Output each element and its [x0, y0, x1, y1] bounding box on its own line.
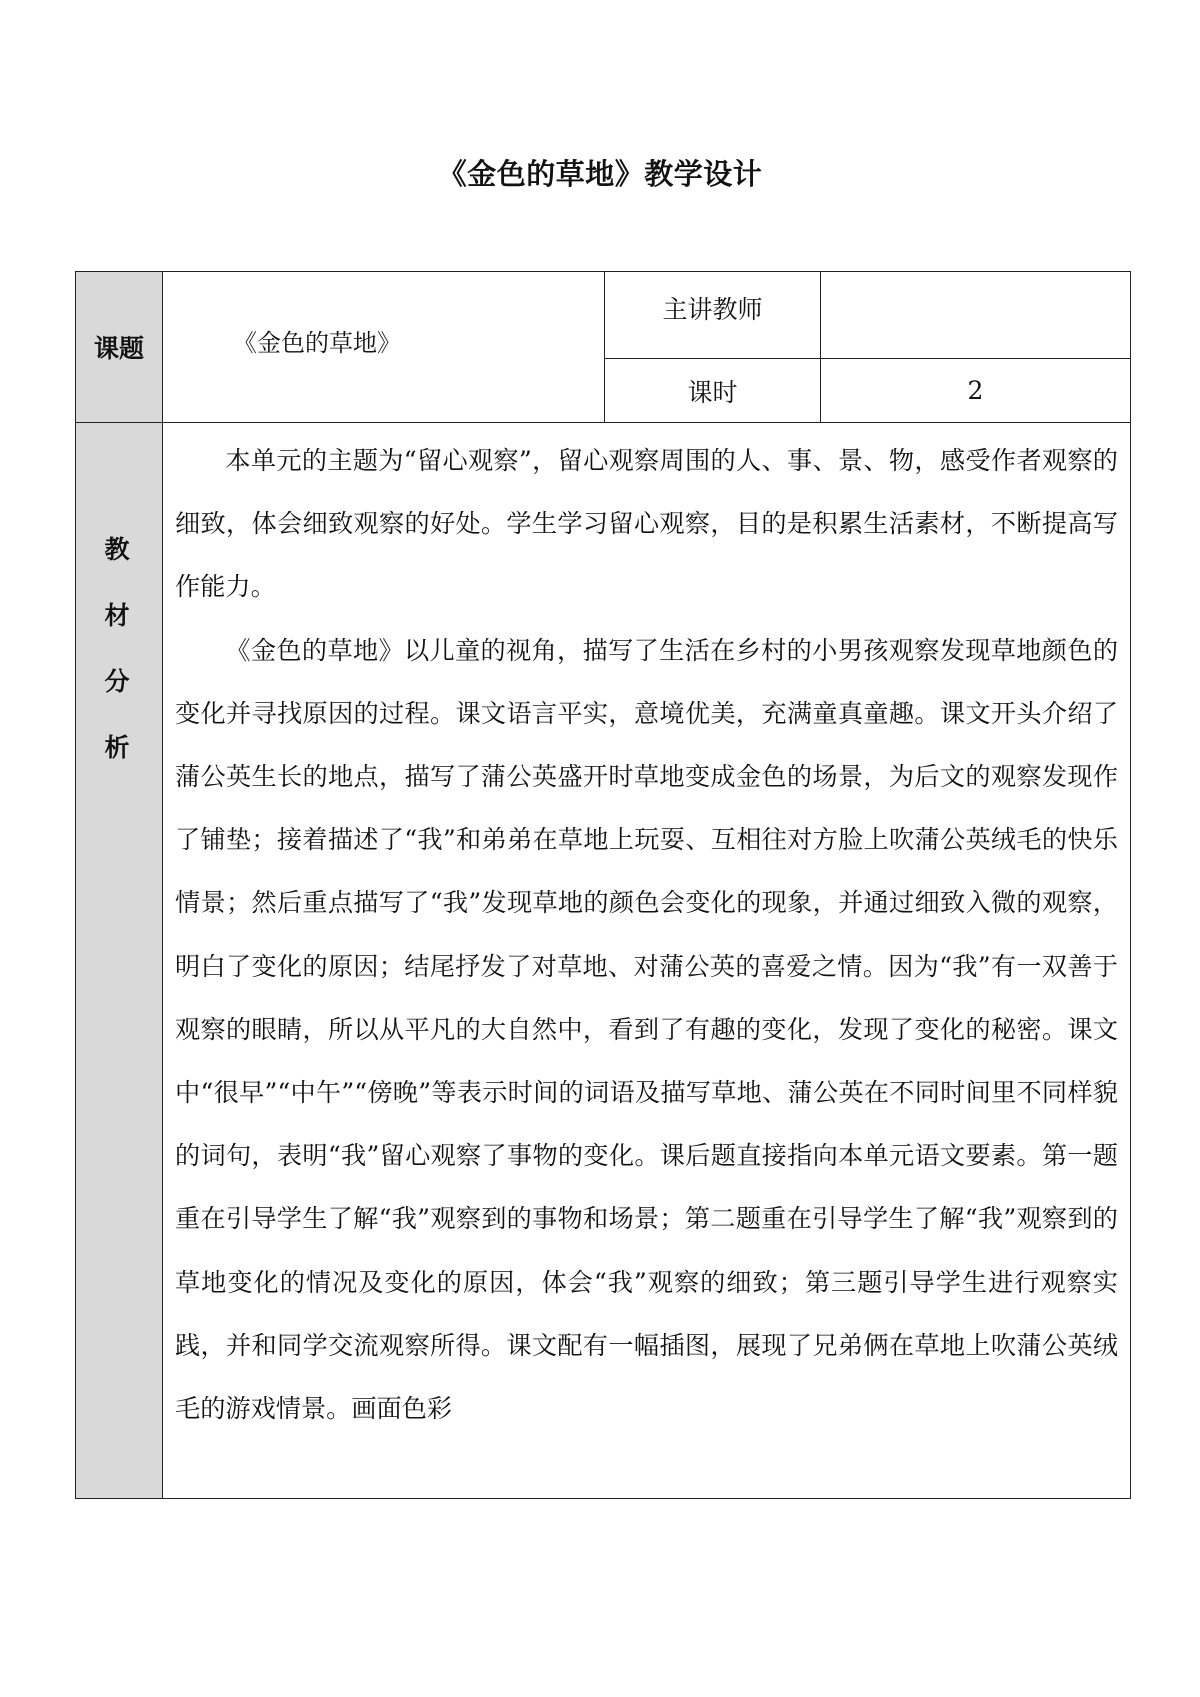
analysis-label-line1: 教 材 — [104, 535, 142, 630]
analysis-paragraph-1: 本单元的主题为“留心观察”，留心观察周围的人、事、景、物，感受作者观察的细致，体会细致观察的好处。学生学习留心观察，目的是积累生活素材，不断提高写作能力。 — [175, 446, 1118, 602]
periods-value: 2 — [967, 376, 984, 405]
teacher-value-cell — [821, 272, 1131, 359]
analysis-label-cell — [76, 423, 163, 1499]
topic-value: 《金色的草地》 — [233, 328, 401, 357]
analysis-content-cell — [163, 423, 1131, 1499]
analysis-label-line2: 分 析 — [104, 667, 142, 762]
analysis-paragraph-2: 《金色的草地》以儿童的视角，描写了生活在乡村的小男孩观察发现草地颜色的变化并寻找原因的过程。课文语言平实，意境优美，充满童真童趣。课文开头介绍了蒲公英生长的地点，描写了蒲公英盛开时草地变成金色的场景，为后文的观察发现作了铺垫；接着描述了“我”和弟弟在草地上玩耍、互相往对方脸上吹蒲公英绒毛的快乐情景；然后重点描写了“我”发现草地的颜色会变化的现象，并通过细致入微的观察，明白了变化的原因；结尾抒发了对草地、对蒲公英的喜爱之情。因为“我”有一双善于观察的眼睛，所以从平凡的大自然中，看到了有趣的变化，发现了变化的秘密。课文中“很早”“中午”“傍晚”等表示时间的词语及描写草地、蒲公英在不同时间里不同样貌的词句，表明“我”留心观察了事物的变化。课后题直接指向本单元语文要素。第一题重在引导学生了解“我”观察到的事物和场景；第二题重在引导学生了解“我”观察到的草地变化的情况及变化的原因，体会“我”观察的细致；第三题引导学生进行观察实践，并和同学交流观察所得。课文配有一幅插图，展现了兄弟俩在草地上吹蒲公英绒毛的游戏情景。画面色彩 — [175, 635, 1118, 1424]
document-title: 《金色的草地》教学设计 — [437, 157, 763, 191]
teacher-label-cell — [605, 272, 821, 359]
periods-label-cell — [605, 359, 821, 423]
topic-label: 课题 — [93, 334, 144, 363]
topic-value-cell — [163, 272, 605, 423]
periods-value-cell — [821, 359, 1131, 423]
teacher-label: 主讲教师 — [662, 295, 763, 324]
topic-label-cell — [76, 272, 163, 423]
lesson-plan-table — [75, 271, 1131, 1499]
periods-label: 课时 — [687, 377, 738, 407]
